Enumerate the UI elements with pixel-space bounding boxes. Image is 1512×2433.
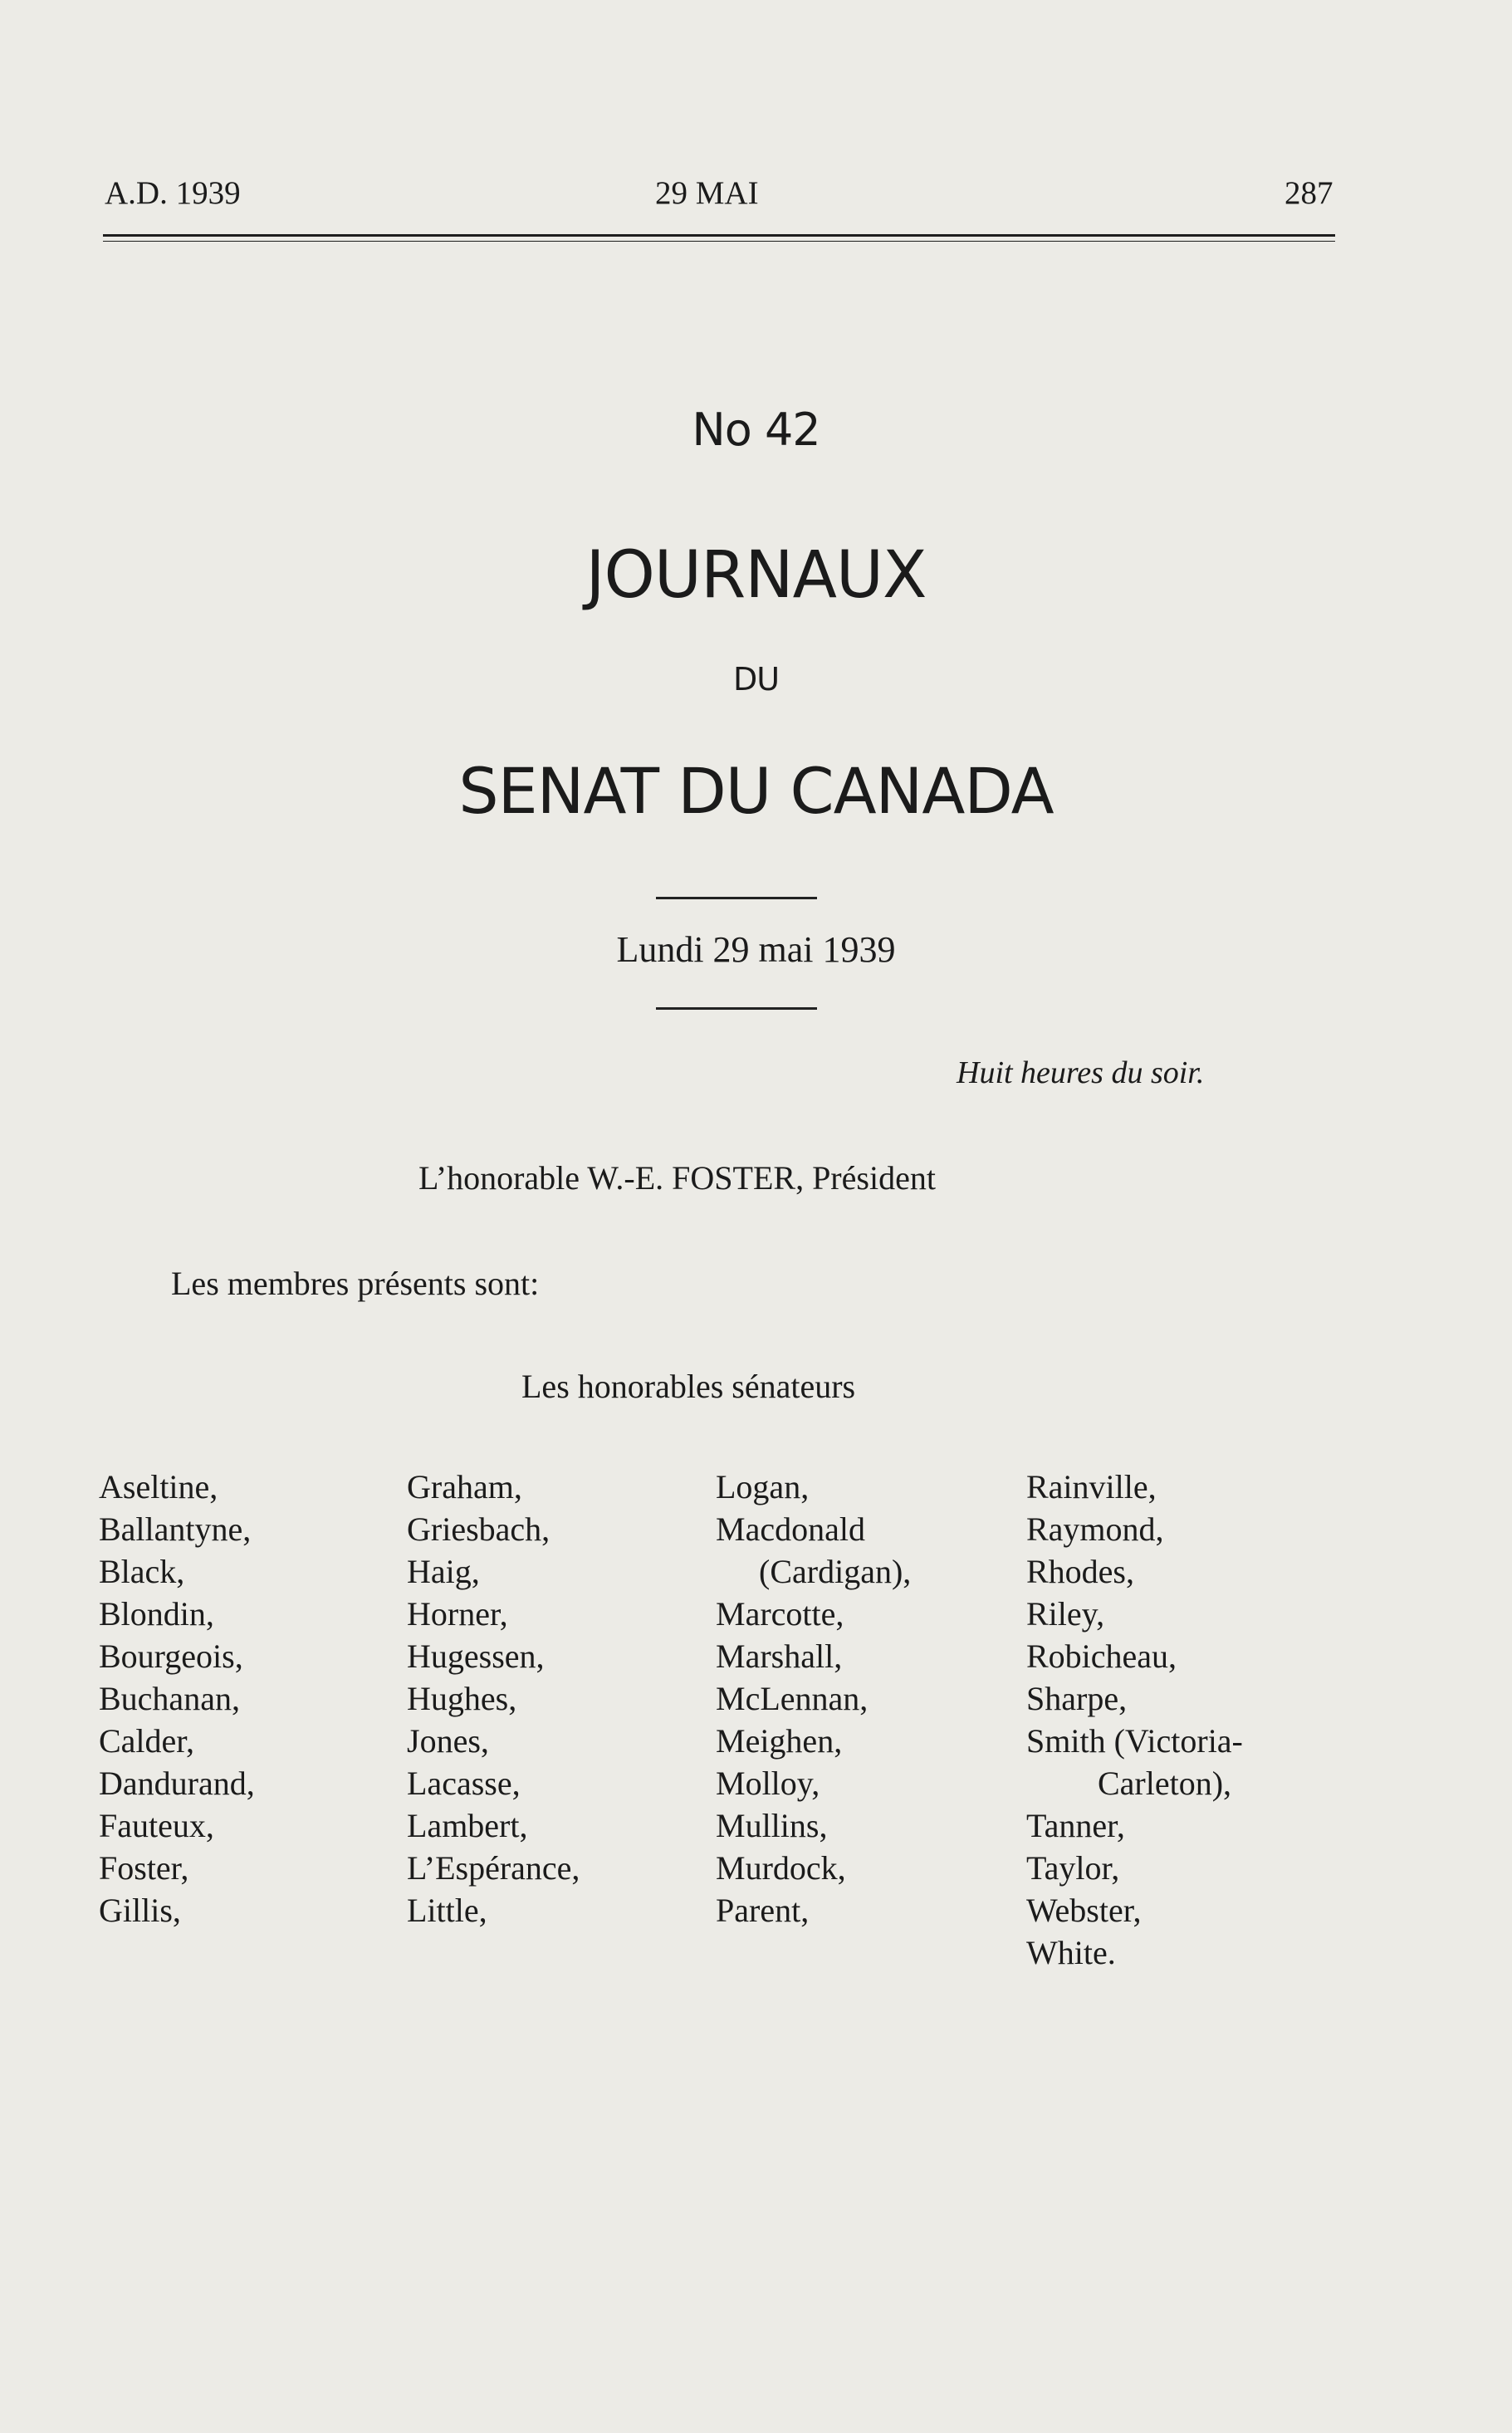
senator-name: McLennan, bbox=[716, 1680, 869, 1717]
senator-name: Smith (Victoria- bbox=[1026, 1722, 1243, 1760]
senator-name: Macdonald bbox=[716, 1510, 865, 1548]
header-date: 29 MAI bbox=[655, 175, 759, 211]
senators-column-1 bbox=[99, 1466, 255, 1931]
senator-name: Riley, bbox=[1026, 1595, 1105, 1633]
issue-number: No 42 bbox=[692, 404, 820, 456]
senator-name: Buchanan, bbox=[99, 1680, 240, 1717]
senator-name: Robicheau, bbox=[1026, 1638, 1177, 1675]
senator-name: Taylor, bbox=[1026, 1849, 1120, 1887]
senator-name: Carleton), bbox=[1098, 1765, 1232, 1802]
senator-name: Haig, bbox=[407, 1553, 480, 1590]
header-page-number: 287 bbox=[1284, 175, 1333, 211]
members-intro: Les membres présents sont: bbox=[171, 1265, 540, 1302]
senator-name: Sharpe, bbox=[1026, 1680, 1128, 1717]
senator-name: Murdock, bbox=[716, 1849, 846, 1887]
senator-name: Rainville, bbox=[1026, 1468, 1157, 1505]
senator-name: Tanner, bbox=[1026, 1807, 1125, 1844]
senator-name: Lambert, bbox=[407, 1807, 528, 1844]
senator-name: Black, bbox=[99, 1553, 185, 1590]
senator-name: L’Espérance, bbox=[407, 1849, 580, 1887]
senator-name: Webster, bbox=[1026, 1892, 1142, 1929]
president-line: L’honorable W.-E. FOSTER, Président bbox=[418, 1159, 936, 1197]
header-rule-thin bbox=[103, 241, 1335, 242]
header-year: A.D. 1939 bbox=[105, 175, 241, 211]
senator-name: Gillis, bbox=[99, 1892, 181, 1929]
senators-column-4 bbox=[1026, 1466, 1243, 1974]
senator-name: Mullins, bbox=[716, 1807, 828, 1844]
title-senat: SENAT DU CANADA bbox=[458, 754, 1054, 828]
senator-name: Foster, bbox=[99, 1849, 189, 1887]
senator-name: Griesbach, bbox=[407, 1510, 550, 1548]
senator-name: Raymond, bbox=[1026, 1510, 1164, 1548]
title-du: DU bbox=[732, 661, 780, 698]
senator-name: Ballantyne, bbox=[99, 1510, 252, 1548]
senator-name: Calder, bbox=[99, 1722, 195, 1760]
senator-name: Little, bbox=[407, 1892, 487, 1929]
senator-name: Marshall, bbox=[716, 1638, 843, 1675]
senator-name: Hughes, bbox=[407, 1680, 517, 1717]
senators-column-2 bbox=[407, 1466, 580, 1931]
senator-name: Hugessen, bbox=[407, 1638, 545, 1675]
senator-name: (Cardigan), bbox=[759, 1553, 912, 1590]
senator-name: Graham, bbox=[407, 1468, 522, 1505]
senator-name: Parent, bbox=[716, 1892, 810, 1929]
title-journaux: JOURNAUX bbox=[585, 538, 927, 613]
senator-name: Blondin, bbox=[99, 1595, 214, 1633]
title-rule-top bbox=[656, 897, 817, 899]
senator-name: Rhodes, bbox=[1026, 1553, 1134, 1590]
header-rule-thick bbox=[103, 234, 1335, 237]
senators-column-3 bbox=[716, 1466, 911, 1931]
senators-heading: Les honorables sénateurs bbox=[521, 1368, 856, 1405]
senator-name: Logan, bbox=[716, 1468, 810, 1505]
senator-name: Dandurand, bbox=[99, 1765, 255, 1802]
senator-name: Bourgeois, bbox=[99, 1638, 243, 1675]
senator-name: Marcotte, bbox=[716, 1595, 844, 1633]
senator-name: Meighen, bbox=[716, 1722, 843, 1760]
sitting-time: Huit heures du soir. bbox=[957, 1055, 1205, 1090]
title-rule-bottom bbox=[656, 1007, 817, 1010]
senator-name: Fauteux, bbox=[99, 1807, 214, 1844]
senator-name: Aseltine, bbox=[99, 1468, 218, 1505]
senator-name: Molloy, bbox=[716, 1765, 820, 1802]
senator-name: Horner, bbox=[407, 1595, 508, 1633]
senator-name: Lacasse, bbox=[407, 1765, 521, 1802]
sitting-date: Lundi 29 mai 1939 bbox=[616, 929, 896, 970]
senator-name: White. bbox=[1026, 1934, 1116, 1971]
senator-name: Jones, bbox=[407, 1722, 489, 1760]
